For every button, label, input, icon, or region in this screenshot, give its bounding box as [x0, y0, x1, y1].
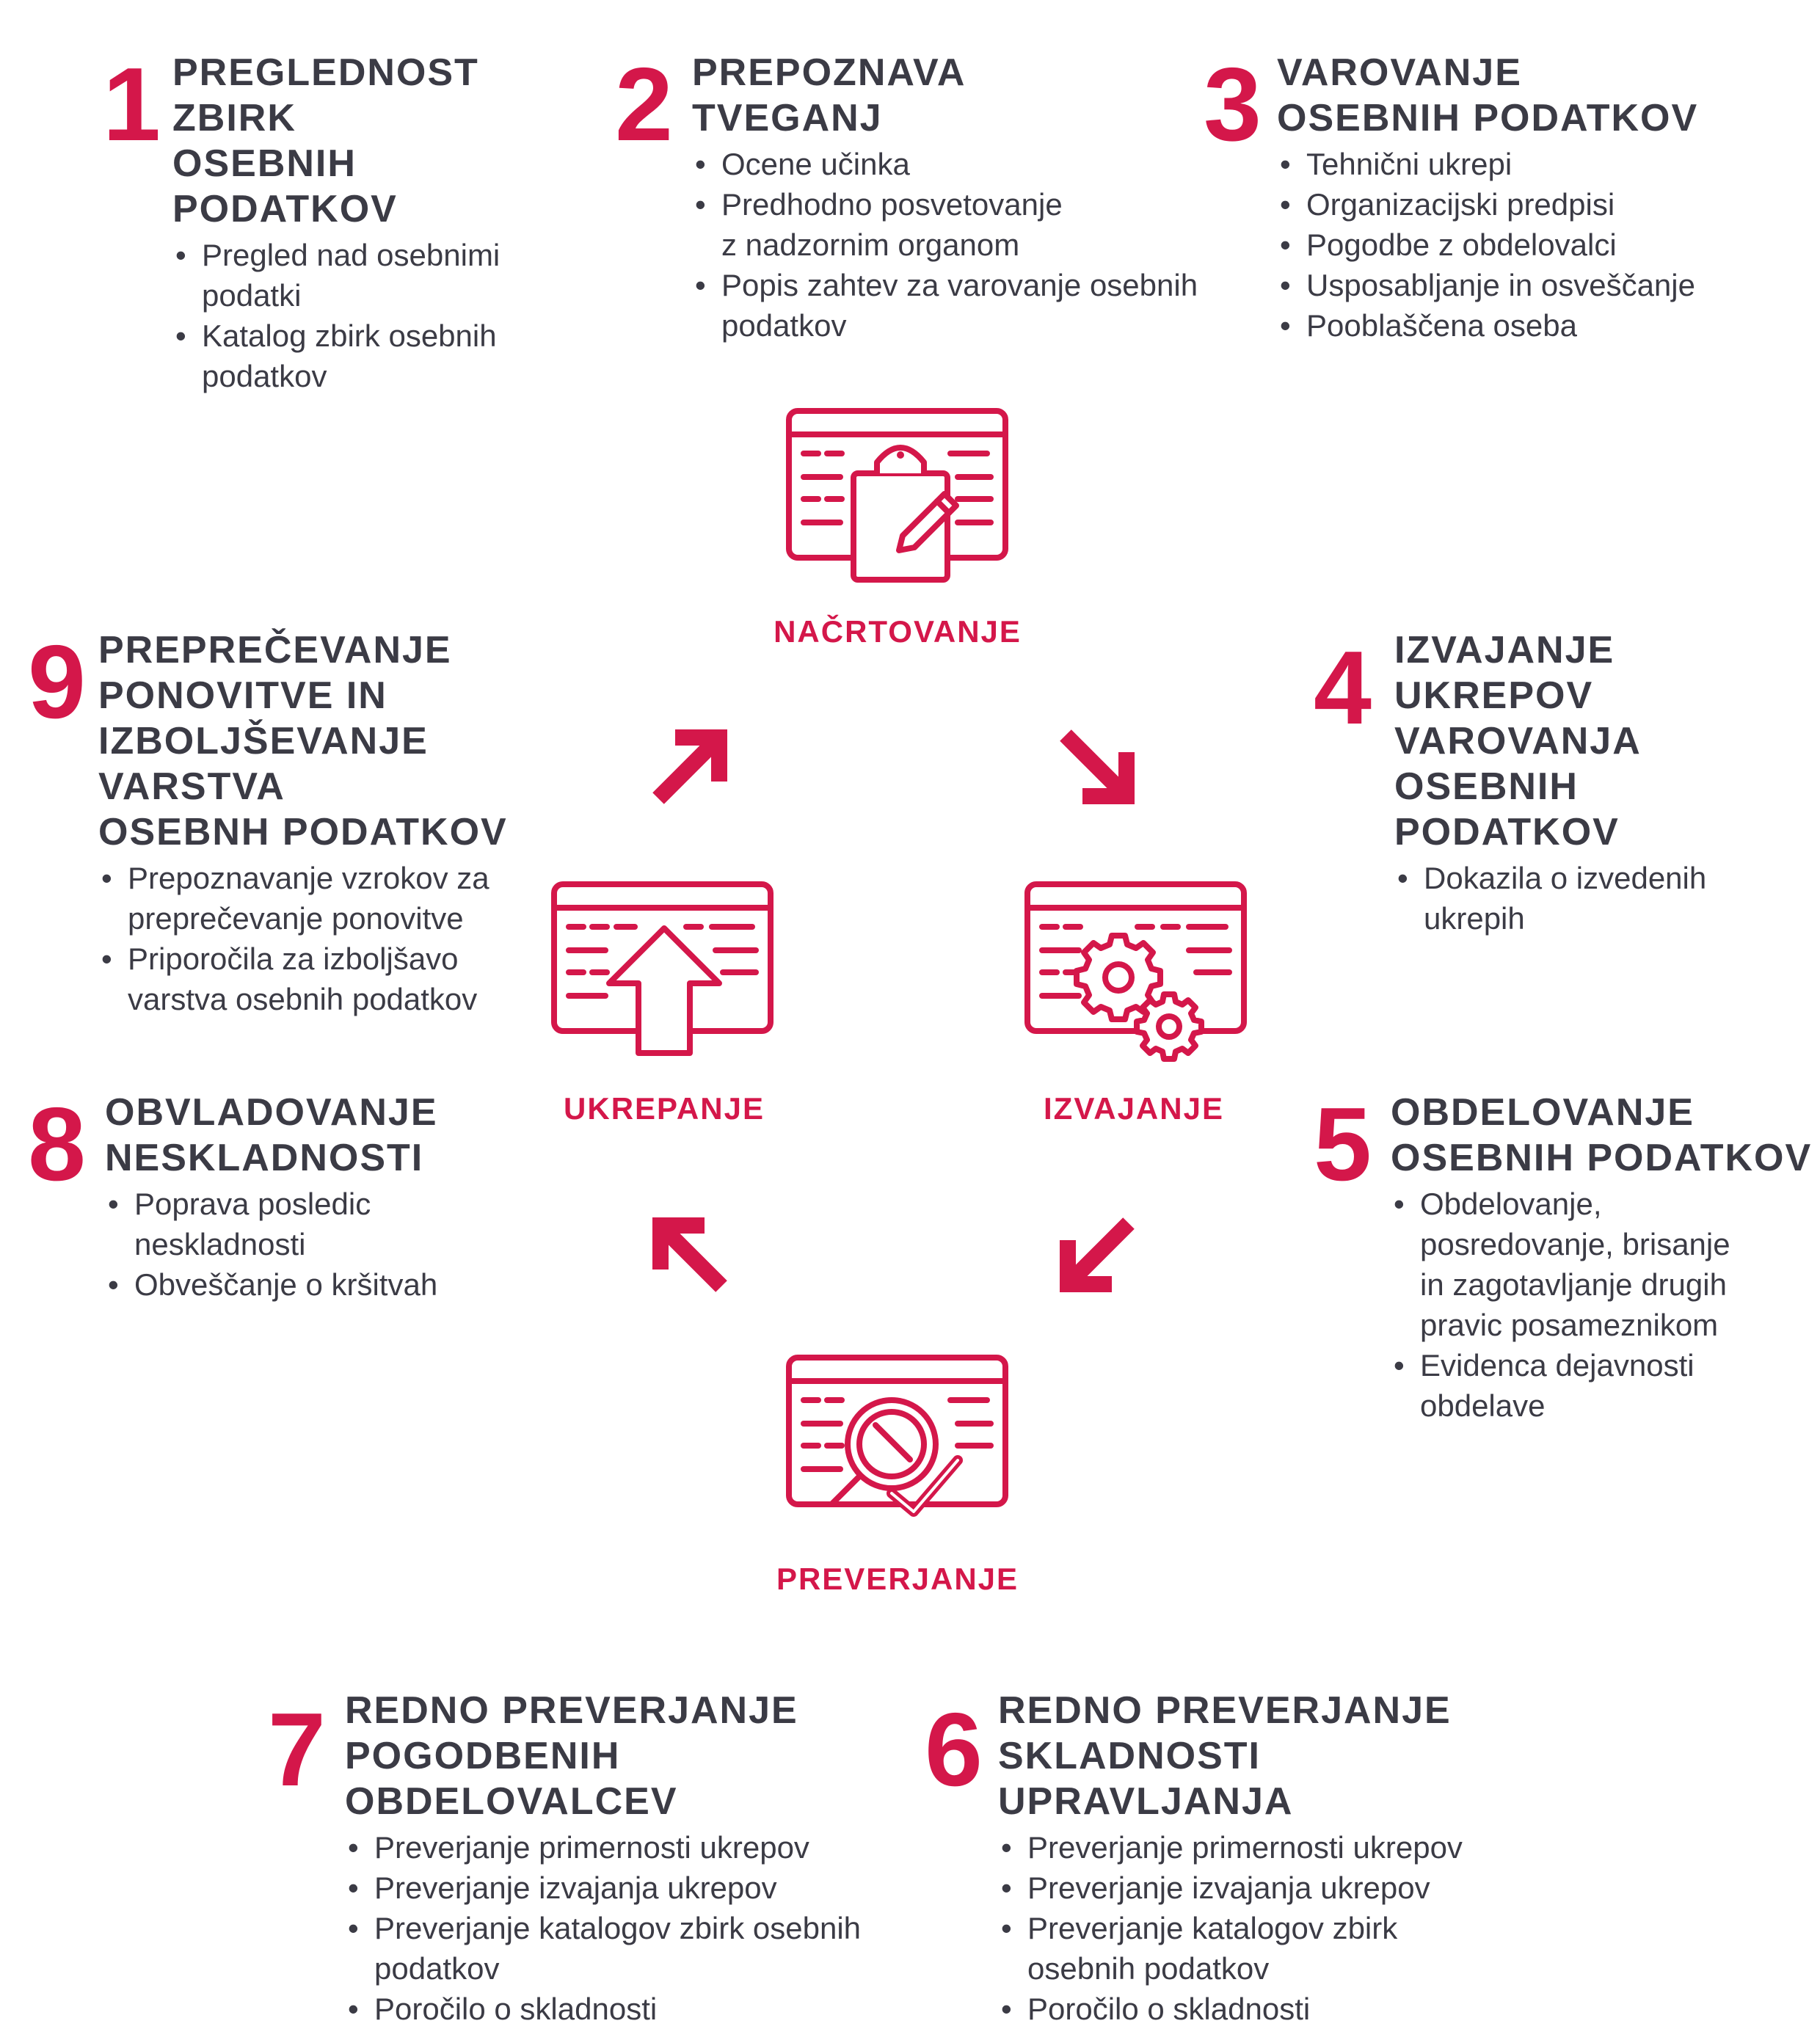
clipboard-pencil-icon: [782, 404, 1016, 587]
step-title: PREPOZNAVA TVEGANJ: [692, 51, 967, 139]
step-title: VAROVANJE OSEBNIH PODATKOV: [1277, 51, 1699, 139]
list-item: • Preverjanje primernosti ukrepov: [345, 1827, 928, 1868]
magnifier-check-icon: [782, 1350, 1016, 1534]
step-items: [1391, 1184, 1813, 1426]
list-item: • Pooblaščena oseba: [1277, 305, 1805, 346]
step-7: [268, 1688, 928, 2029]
step-3: [1204, 46, 1805, 346]
step-title: IZVAJANJE UKREPOV VAROVANJA OSEBNIH PODATKOV: [1394, 629, 1642, 853]
step-4: [1314, 627, 1813, 939]
step-items: [692, 144, 1217, 346]
step-number: 5: [1314, 1086, 1372, 1203]
step-items: [1394, 858, 1813, 939]
list-item: • Usposabljanje in osveščanje: [1277, 265, 1805, 305]
arrow-do-to-check-icon: [1057, 1214, 1138, 1295]
list-item: • Preverjanje izvajanja ukrepov: [345, 1868, 928, 1908]
step-title: PREPREČEVANJE PONOVITVE IN IZBOLJŠEVANJE VARSTVA OSEBNH PODATKOV: [98, 629, 508, 853]
list-item: • Prepoznavanje vzrokov za preprečevanje ponovitve: [98, 858, 586, 939]
list-item: • Preverjanje primernosti ukrepov: [998, 1827, 1556, 1868]
step-items: [105, 1184, 498, 1305]
list-item: • Organizacijski predpisi: [1277, 184, 1805, 225]
gears-icon: [1020, 877, 1255, 1068]
step-number: 9: [28, 624, 86, 740]
list-item: • Obdelovanje, posredovanje, brisanje in zagotavljanje drugih pravic posameznikom: [1391, 1184, 1813, 1345]
list-item: • Preverjanje katalogov zbirk osebnih podatkov: [345, 1908, 928, 1989]
list-item: • Priporočila za izboljšavo varstva osebnih podatkov: [98, 939, 586, 1019]
step-5: [1314, 1086, 1813, 1426]
list-item: • Ocene učinka: [692, 144, 1217, 184]
list-item: • Preverjanje izvajanja ukrepov: [998, 1868, 1556, 1908]
list-item: • Pogodbe z obdelovalci: [1277, 225, 1805, 265]
phase-implementation: IZVAJANJE: [1044, 1091, 1224, 1126]
step-1: [103, 46, 572, 396]
list-item: • Predhodno posvetovanje z nadzornim organom: [692, 184, 1217, 265]
step-items: [98, 858, 586, 1019]
list-item: • Poprava posledic neskladnosti: [105, 1184, 498, 1264]
list-item: • Pregled nad osebnimi podatki: [172, 235, 572, 316]
step-number: 8: [28, 1086, 86, 1203]
list-item: • Obveščanje o kršitvah: [105, 1264, 498, 1305]
phase-checking: PREVERJANJE: [776, 1562, 1019, 1596]
step-title: OBVLADOVANJE NESKLADNOSTI: [105, 1091, 438, 1179]
arrow-plan-to-do-icon: [1057, 726, 1138, 807]
step-items: [998, 1827, 1556, 2029]
step-number: 6: [925, 1691, 983, 1808]
list-item: • Tehnični ukrepi: [1277, 144, 1805, 184]
step-title: REDNO PREVERJANJE SKLADNOSTI UPRAVLJANJA: [998, 1689, 1452, 1823]
step-number: 7: [268, 1691, 326, 1808]
arrow-check-to-act-icon: [649, 1214, 730, 1295]
list-item: • Katalog zbirk osebnih podatkov: [172, 316, 572, 396]
step-items: [1277, 144, 1805, 346]
phase-acting: UKREPANJE: [564, 1091, 765, 1126]
list-item: • Preverjanje katalogov zbirk osebnih podatkov: [998, 1908, 1556, 1989]
step-title: REDNO PREVERJANJE POGODBENIH OBDELOVALCEV: [345, 1689, 798, 1823]
step-items: [172, 235, 572, 396]
step-items: [345, 1827, 928, 2029]
phase-planning: NAČRTOVANJE: [774, 614, 1022, 649]
step-8: [28, 1086, 498, 1305]
list-item: • Poročilo o skladnosti: [998, 1989, 1556, 2029]
list-item: • Poročilo o skladnosti: [345, 1989, 928, 2029]
step-number: 1: [103, 46, 161, 163]
step-2: [615, 46, 1217, 346]
step-9: [28, 624, 586, 1019]
list-item: • Evidenca dejavnosti obdelave: [1391, 1345, 1813, 1426]
step-title: PREGLEDNOST ZBIRK OSEBNIH PODATKOV: [172, 51, 479, 230]
upload-arrow-icon: [547, 877, 782, 1068]
step-title: OBDELOVANJE OSEBNIH PODATKOV: [1391, 1091, 1813, 1179]
step-number: 3: [1204, 46, 1262, 163]
list-item: • Dokazila o izvedenih ukrepih: [1394, 858, 1813, 939]
list-item: • Popis zahtev za varovanje osebnih podatkov: [692, 265, 1217, 346]
step-number: 2: [615, 46, 673, 163]
step-6: [925, 1688, 1556, 2029]
step-number: 4: [1314, 630, 1372, 746]
arrow-act-to-plan-icon: [649, 726, 730, 807]
